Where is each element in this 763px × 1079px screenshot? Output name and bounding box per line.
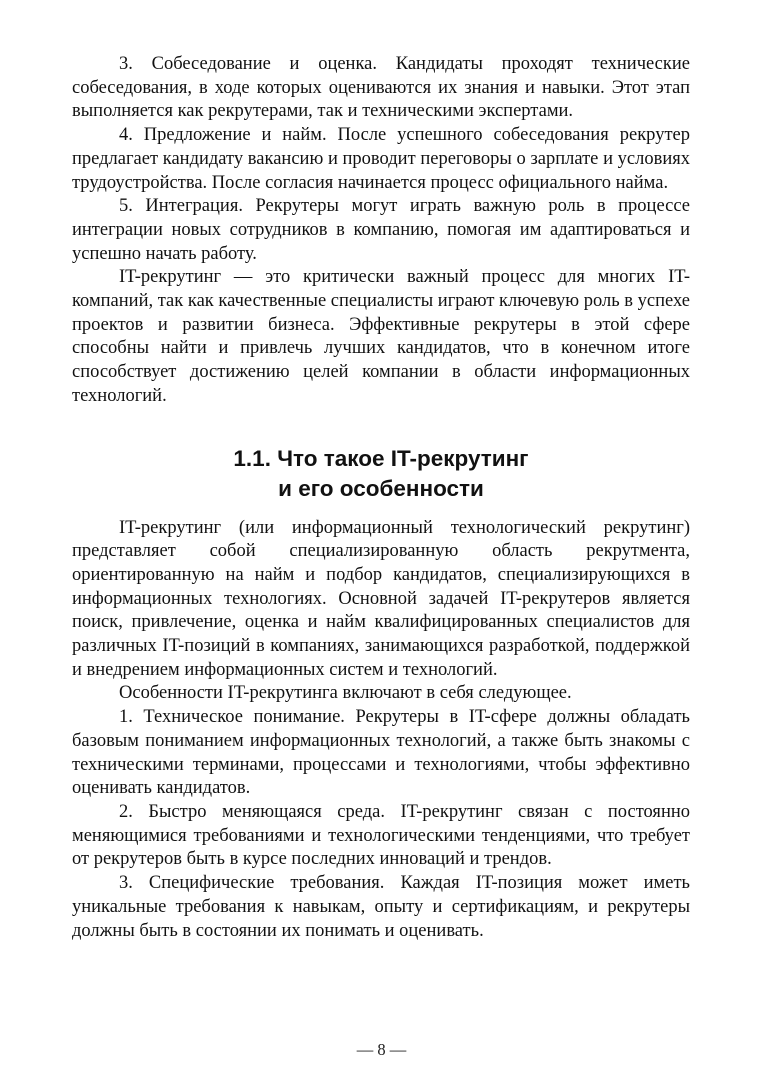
section-heading-line1: 1.1. Что такое IT-рекрутинг [233, 445, 529, 471]
paragraph-technical-understanding: 1. Техническое понимание. Рекрутеры в IT-сфере должны обладать базовым пониманием информационных технологий, а также быть знакомы с техническими терминами, процессами и технологиями, чтобы эффективно оценивать кандидатов. [72, 707, 690, 799]
paragraph-fast-changing-environment: 2. Быстро меняющаяся среда. IT-рекрутинг связан с постоянно меняющимися требованиями и технологическими тенденциями, что требует от рекрутеров быть в курсе последних инноваций и трендов. [72, 801, 690, 870]
section-heading [72, 444, 690, 504]
paragraph-integration: 5. Интеграция. Рекрутеры могут играть важную роль в процессе интеграции новых сотрудников в компанию, помогая им адаптироваться и успешно начать работу. [72, 196, 690, 264]
section-heading-line2: и его особенности [278, 475, 484, 501]
paragraph-it-recruiting-summary: IT-рекрутинг — это критически важный процесс для многих IT-компаний, так как качественные специалисты играют ключевую роль в успехе проектов и развитии бизнеса. Эффективные рекрутеры в этой сфере способны найти и привлечь лучших кандидатов, что в конечном итоге способствует достижению целей компании в области информационных технологий. [72, 267, 690, 406]
page-number: — 8 — [356, 1040, 407, 1059]
document-page [72, 53, 690, 943]
paragraph-offer: 4. Предложение и найм. После успешного собеседования рекрутер предлагает кандидату вакансию и проводит переговоры о зарплате и условиях трудоустройства. После согласия начинается процесс официального найма. [72, 125, 690, 193]
paragraph-specific-requirements: 3. Специфические требования. Каждая IT-позиция может иметь уникальные требования к навыкам, опыту и сертификациям, и рекрутеры должны быть в состоянии их понимать и оценивать. [72, 873, 690, 941]
paragraph-interview: 3. Собеседование и оценка. Кандидаты проходят технические собеседования, в ходе которых оцениваются их знания и навыки. Этот этап выполняется как рекрутерами, так и техническими экспертами. [72, 54, 690, 122]
paragraph-definition: IT-рекрутинг (или информационный технологический рекрутинг) представляет собой специализированную область рекрутмента, ориентированную на найм и подбор кандидатов, специализирующихся в информационных технологиях. Основной задачей IT-рекрутеров является поиск, привлечение, оценка и найм квалифицированных специалистов для различных IT-позиций в компаниях, занимающихся разработкой, поддержкой и внедрением информационных систем и технологий. [72, 517, 690, 680]
paragraph-features-intro: Особенности IT-рекрутинга включают в себя следующее. [119, 683, 572, 704]
